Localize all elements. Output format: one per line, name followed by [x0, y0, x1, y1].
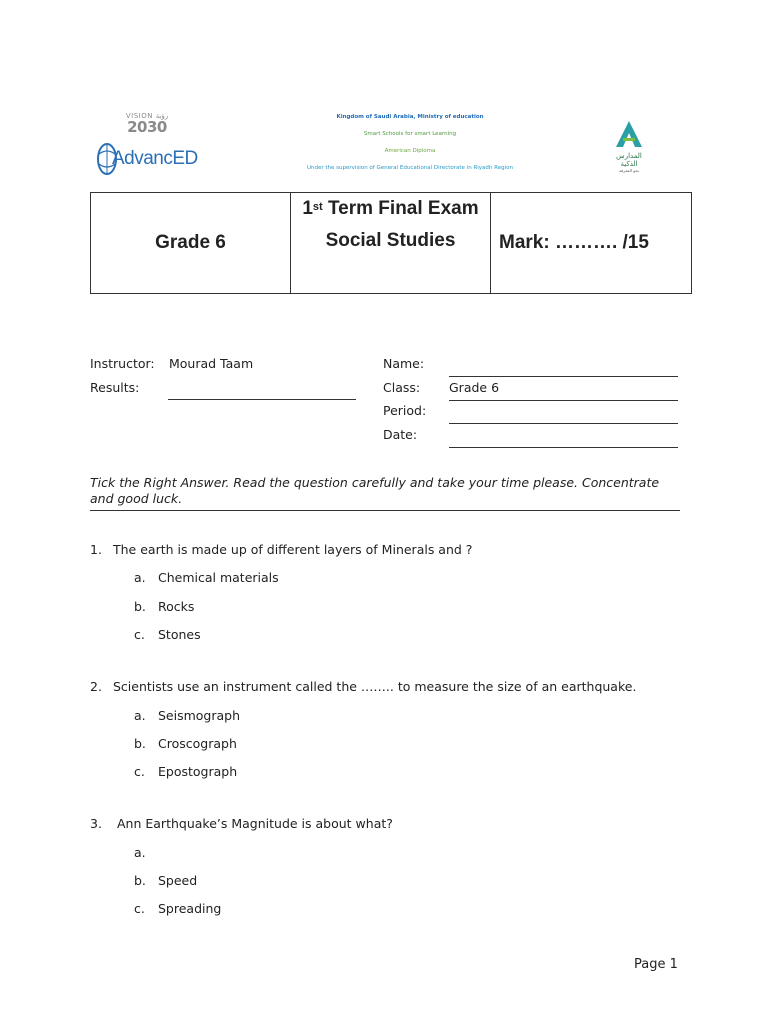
grade-cell — [91, 193, 291, 294]
page-number: Page 1 — [634, 957, 678, 972]
divider — [90, 510, 680, 511]
results-label: Results: — [90, 380, 140, 395]
question-3: 3. Ann Earthquake’s Magnitude is about what? — [90, 816, 393, 831]
supervision-line: Under the supervision of General Educational Directorate in Riyadh Region — [307, 165, 513, 171]
instructor-label: Instructor: — [90, 356, 155, 371]
advanced-logo: AdvancED — [96, 138, 196, 182]
diploma-line: American Diploma — [384, 148, 436, 154]
school-logo: المدارس الذكية نحو المعرفة — [608, 120, 650, 173]
name-field[interactable] — [449, 376, 678, 377]
question-2: 2. Scientists use an instrument called the …….. to measure the size of an earthquake. — [90, 679, 637, 694]
q2-option-c[interactable]: c. Epostograph — [134, 764, 238, 779]
school-a-icon — [614, 120, 644, 148]
class-label: Class: — [383, 380, 421, 395]
results-field[interactable] — [168, 399, 356, 400]
name-label: Name: — [383, 356, 425, 371]
q2-option-b[interactable]: b. Croscograph — [134, 736, 237, 751]
q1-option-b[interactable]: b. Rocks — [134, 599, 195, 614]
instructor-value: Mourad Taam — [169, 356, 254, 371]
mark-cell — [491, 193, 692, 294]
q3-option-a[interactable]: a. — [134, 845, 146, 860]
exam-title-box — [90, 192, 692, 294]
q1-option-a[interactable]: a. Chemical materials — [134, 570, 279, 585]
smart-schools-line: Smart Schools for smart Learning — [363, 131, 457, 137]
subject-title: Social Studies — [325, 230, 456, 251]
q2-option-a[interactable]: a. Seismograph — [134, 708, 241, 723]
instructions-text: Tick the Right Answer. Read the question carefully and take your time please. Concentrate and good luck. — [90, 475, 660, 506]
date-field[interactable] — [449, 447, 678, 448]
ministry-line: Kingdom of Saudi Arabia, Ministry of education — [336, 114, 484, 120]
grade-title: Grade 6 — [155, 232, 226, 253]
class-value: Grade 6 — [449, 380, 500, 395]
period-label: Period: — [383, 403, 427, 418]
period-field[interactable] — [449, 423, 678, 424]
date-label: Date: — [383, 427, 418, 442]
question-1: 1. The earth is made up of different layers of Minerals and ? — [90, 542, 473, 557]
vision-2030-logo: VISION رؤية 2030 — [125, 112, 169, 136]
q3-option-c[interactable]: c. Spreading — [134, 901, 222, 916]
q1-option-c[interactable]: c. Stones — [134, 627, 201, 642]
mark-field: Mark: ………. /15 — [499, 232, 649, 253]
q3-option-b[interactable]: b. Speed — [134, 873, 198, 888]
class-field[interactable] — [449, 400, 678, 401]
exam-title-cell — [291, 193, 491, 294]
exam-term-title: 1st Term Final Exam — [302, 198, 479, 219]
school-header-text — [285, 114, 535, 182]
